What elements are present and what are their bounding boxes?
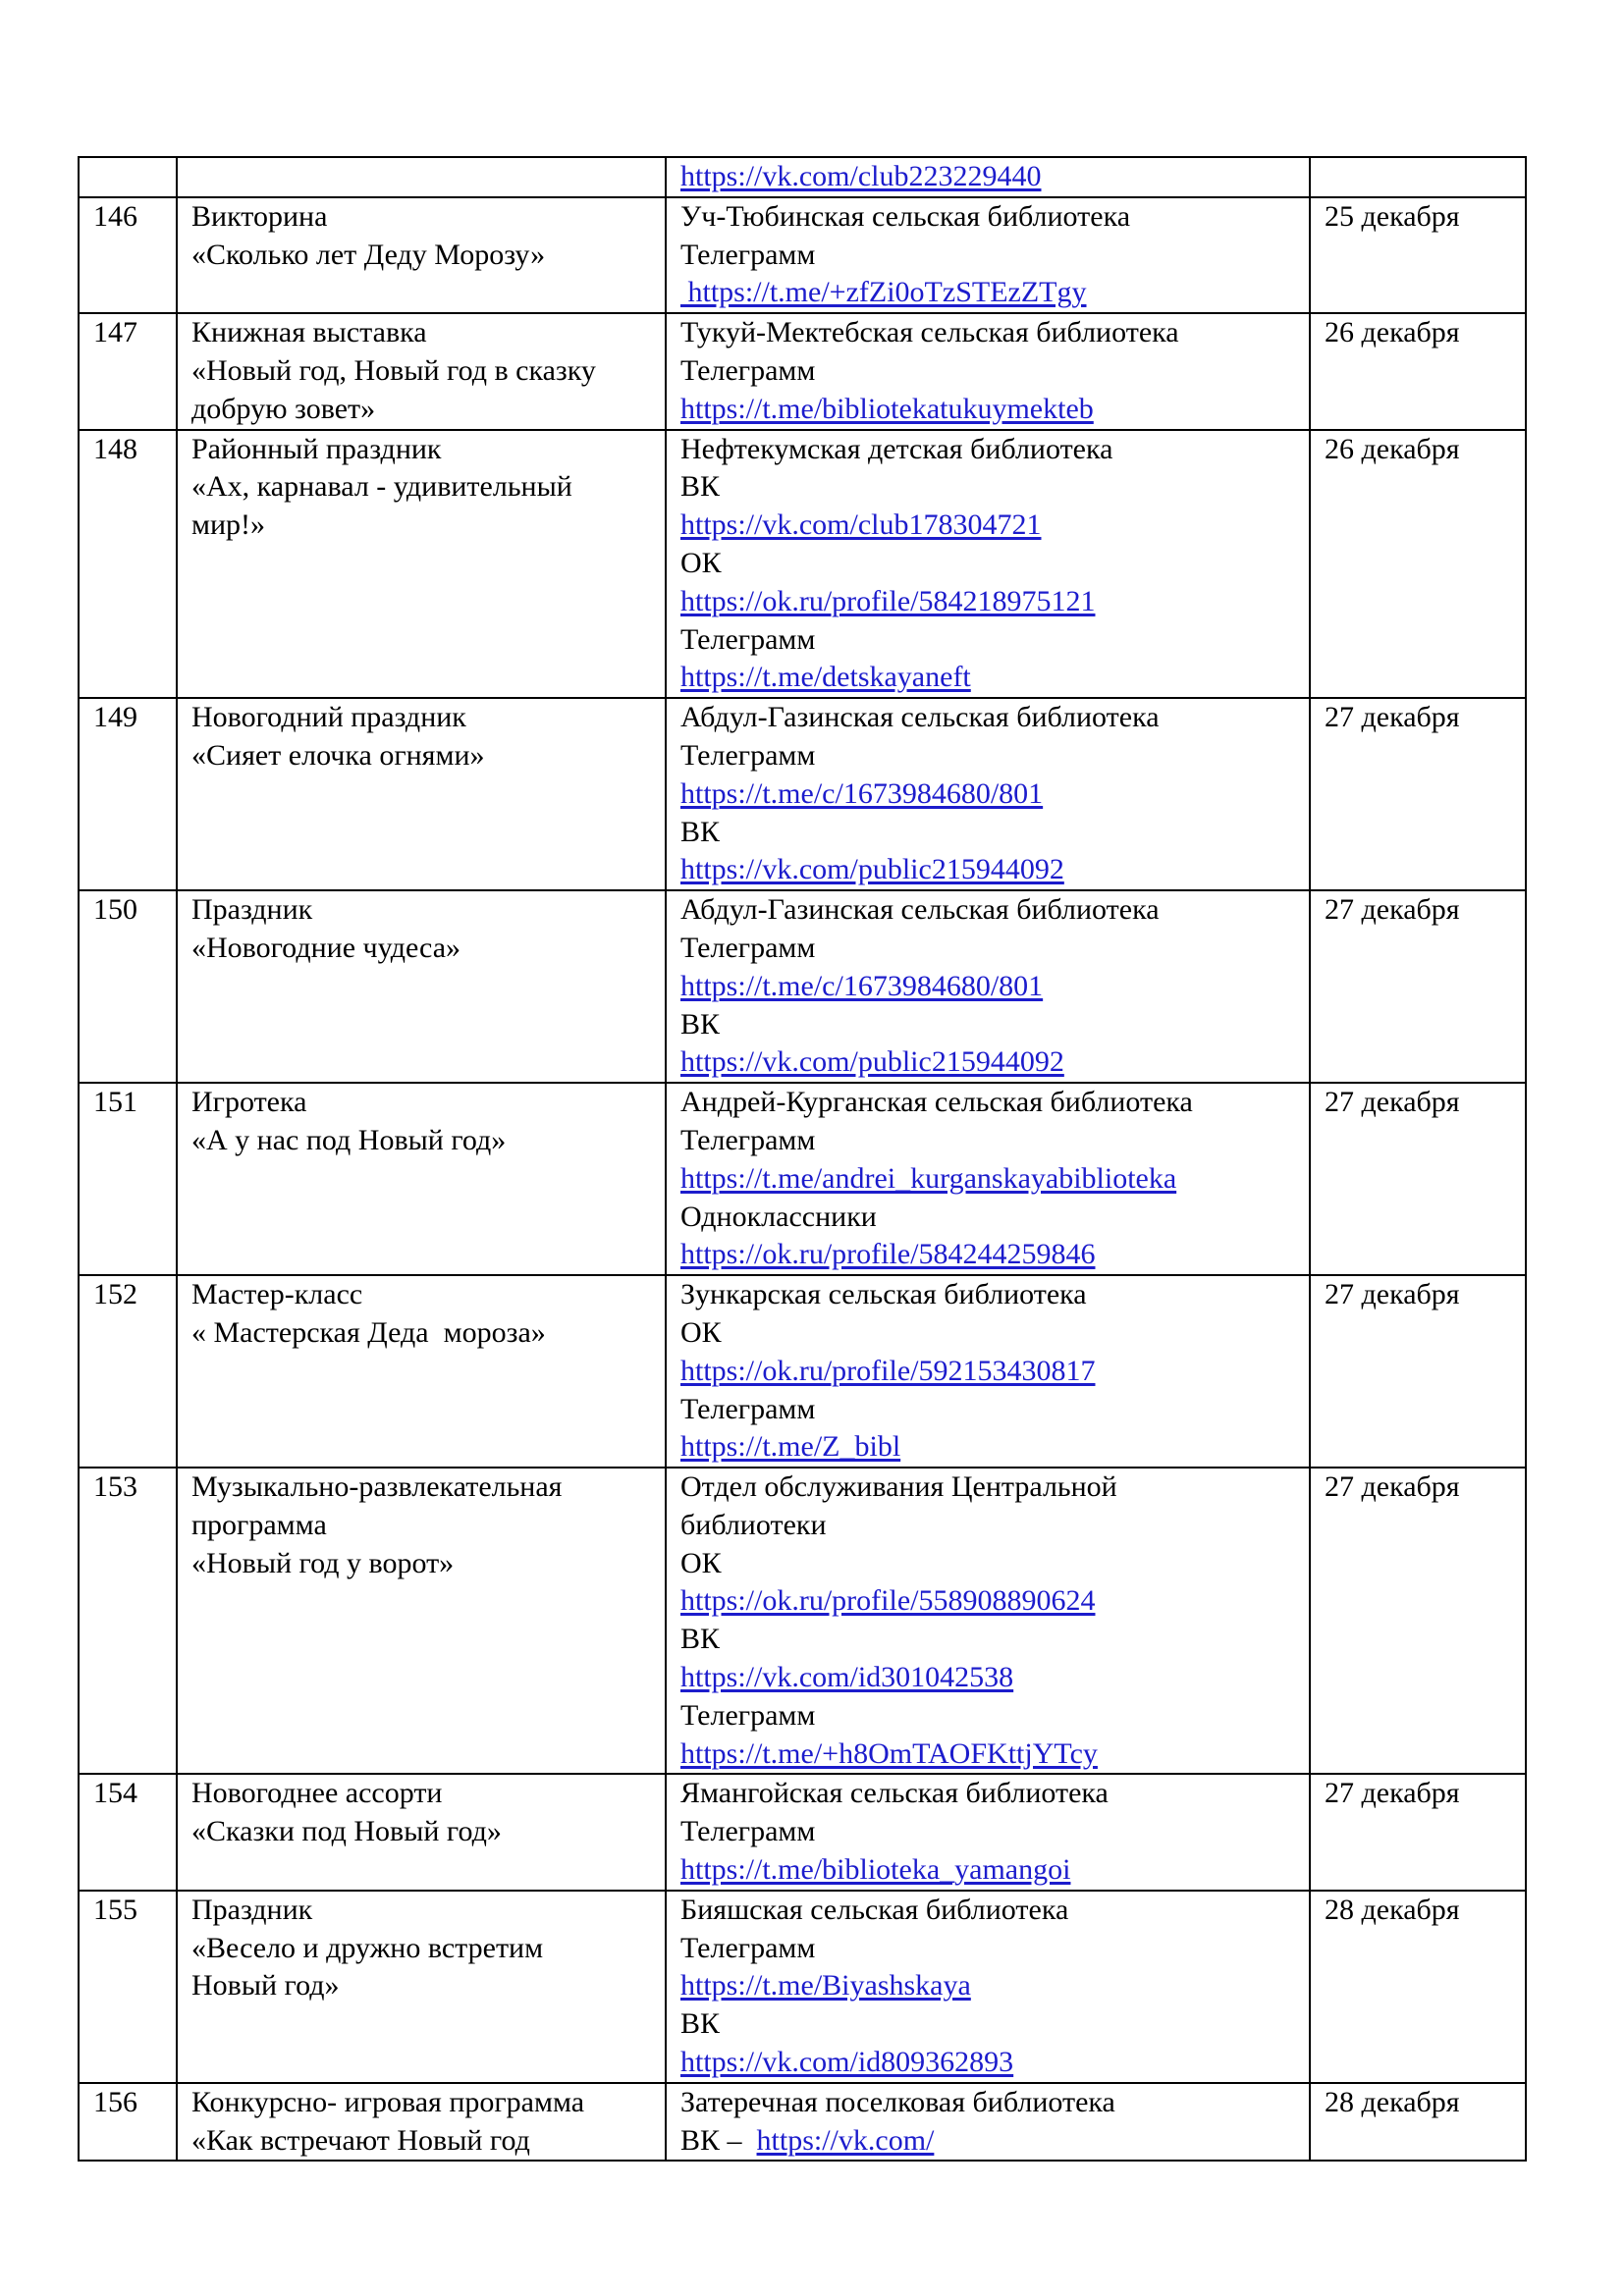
date-cell: [1310, 698, 1526, 890]
table-row: [79, 430, 1526, 699]
social-link[interactable]: https://vk.com/club178304721: [680, 508, 1042, 542]
event-date: 27 декабря: [1325, 1470, 1460, 1504]
location-text-line: Телеграмм: [680, 1698, 816, 1732]
event-text-line: «Сияет елочка огнями»: [191, 738, 485, 772]
location-text-line: Зункарская сельская библиотека: [680, 1278, 1087, 1311]
location-text-line: ВК: [680, 815, 721, 848]
event-text-line: Викторина: [191, 199, 328, 233]
event-date: 28 декабря: [1325, 2085, 1460, 2118]
location-text-line: ОК: [680, 1315, 722, 1349]
location-text-line: библиотеки: [680, 1508, 827, 1541]
event-text-line: Игротека: [191, 1086, 307, 1119]
event-text-line: «Как встречают Новый год: [191, 2123, 530, 2157]
event-cell: [177, 1468, 666, 1774]
event-text-line: «Новый год, Новый год в сказку: [191, 353, 596, 387]
event-cell: [177, 157, 666, 197]
location-text-line: Ямангойская сельская библиотека: [680, 1777, 1109, 1810]
social-link[interactable]: https://vk.com/: [756, 2123, 935, 2157]
event-text-line: Праздник: [191, 893, 313, 927]
location-text-line: ВК: [680, 1623, 721, 1656]
event-text-line: «А у нас под Новый год»: [191, 1123, 507, 1156]
location-cell: [666, 1891, 1310, 2083]
date-cell: [1310, 1468, 1526, 1774]
row-number-cell: [79, 157, 177, 197]
social-link[interactable]: https://ok.ru/profile/584244259846: [680, 1238, 1096, 1271]
location-text-line: Затеречная поселковая библиотека: [680, 2085, 1115, 2118]
row-number: 150: [93, 893, 137, 927]
event-text-line: Книжная выставка: [191, 316, 427, 349]
row-number: 147: [93, 316, 137, 349]
location-cell: [666, 157, 1310, 197]
row-number-cell: [79, 313, 177, 429]
row-number: 155: [93, 1893, 137, 1926]
location-text-line: ОК: [680, 546, 722, 579]
location-cell: [666, 1468, 1310, 1774]
row-number: 146: [93, 199, 137, 233]
location-text-line: Абдул-Газинская сельская библиотека: [680, 893, 1160, 927]
row-number: 148: [93, 432, 137, 465]
event-text-line: Новогодний праздник: [191, 701, 466, 734]
event-text-line: «Новый год у ворот»: [191, 1546, 455, 1579]
location-text-line: Уч-Тюбинская сельская библиотека: [680, 199, 1131, 233]
row-number-cell: [79, 1891, 177, 2083]
location-text-line: Бияшская сельская библиотека: [680, 1893, 1069, 1926]
social-link[interactable]: https://t.me/biblioteka_yamangoi: [680, 1853, 1071, 1887]
location-cell: [666, 1083, 1310, 1275]
location-cell: [666, 313, 1310, 429]
location-text-line: Телеграмм: [680, 1392, 816, 1425]
social-link[interactable]: https://vk.com/id809362893: [680, 2046, 1014, 2079]
row-number-cell: [79, 1468, 177, 1774]
event-text-line: «Весело и дружно встретим: [191, 1931, 544, 1964]
social-link[interactable]: https://t.me/c/1673984680/801: [680, 776, 1044, 810]
row-number-cell: [79, 1774, 177, 1890]
event-text-line: добрую зовет»: [191, 392, 376, 425]
table-row: [79, 1083, 1526, 1275]
date-cell: [1310, 2083, 1526, 2162]
event-cell: [177, 1891, 666, 2083]
social-link[interactable]: https://vk.com/id301042538: [680, 1661, 1014, 1694]
date-cell: [1310, 1891, 1526, 2083]
location-cell: [666, 2083, 1310, 2162]
event-cell: [177, 1083, 666, 1275]
location-text-line: Телеграмм: [680, 1931, 816, 1964]
row-number-cell: [79, 197, 177, 313]
social-link[interactable]: https://t.me/andrei_kurganskayabiblioteka: [680, 1161, 1177, 1195]
location-text-line: Абдул-Газинская сельская библиотека: [680, 701, 1160, 734]
social-link[interactable]: https://t.me/c/1673984680/801: [680, 969, 1044, 1002]
date-cell: [1310, 313, 1526, 429]
location-text-line: Тукуй-Мектебская сельская библиотека: [680, 316, 1179, 349]
social-link[interactable]: https://t.me/bibliotekatukuymekteb: [680, 392, 1094, 425]
location-cell: [666, 1774, 1310, 1890]
event-cell: [177, 1774, 666, 1890]
social-link[interactable]: https://ok.ru/profile/584218975121: [680, 584, 1096, 617]
row-number-cell: [79, 698, 177, 890]
social-link[interactable]: https://t.me/Biyashskaya: [680, 1969, 971, 2002]
social-link[interactable]: https://t.me/+h8OmTAOFKttjYTcy: [680, 1736, 1098, 1770]
events-table-body: [79, 157, 1526, 2161]
table-row: [79, 197, 1526, 313]
social-link[interactable]: https://vk.com/club223229440: [680, 160, 1042, 192]
event-cell: [177, 890, 666, 1083]
event-text-line: Конкурсно- игровая программа: [191, 2085, 585, 2118]
social-link[interactable]: https://t.me/detskayaneft: [680, 661, 971, 694]
event-text-line: Районный праздник: [191, 432, 442, 465]
row-number: 149: [93, 701, 137, 734]
row-number: 153: [93, 1470, 137, 1504]
table-row: [79, 2083, 1526, 2162]
date-cell: [1310, 1275, 1526, 1468]
table-row: [79, 1774, 1526, 1890]
event-date: 27 декабря: [1325, 1278, 1460, 1311]
location-cell: [666, 890, 1310, 1083]
date-cell: [1310, 430, 1526, 699]
event-date: 25 декабря: [1325, 199, 1460, 233]
row-number: 156: [93, 2085, 137, 2118]
table-row: [79, 1275, 1526, 1468]
table-row: [79, 698, 1526, 890]
event-date: 26 декабря: [1325, 432, 1460, 465]
location-cell: [666, 197, 1310, 313]
date-cell: [1310, 157, 1526, 197]
event-text-line: Музыкально-развлекательная: [191, 1470, 563, 1504]
location-text-line: Телеграмм: [680, 353, 816, 387]
date-cell: [1310, 197, 1526, 313]
location-text-line: Телеграмм: [680, 931, 816, 964]
location-text-line: Нефтекумская детская библиотека: [680, 432, 1113, 465]
social-link[interactable]: https://vk.com/public215944092: [680, 1045, 1064, 1079]
event-text-line: программа: [191, 1508, 327, 1541]
date-cell: [1310, 890, 1526, 1083]
location-text-line: Телеграмм: [680, 622, 816, 656]
row-number: 151: [93, 1086, 137, 1119]
location-text-line: [680, 2122, 1309, 2161]
table-row: [79, 157, 1526, 197]
event-date: 28 декабря: [1325, 1893, 1460, 1926]
event-text-line: Праздник: [191, 1893, 313, 1926]
row-number-cell: [79, 430, 177, 699]
event-date: 27 декабря: [1325, 1086, 1460, 1119]
row-number: 154: [93, 1777, 137, 1810]
event-text-line: Новогоднее ассорти: [191, 1777, 443, 1810]
row-number-cell: [79, 1083, 177, 1275]
location-text-line: Телеграмм: [680, 738, 816, 772]
event-text-line: мир!»: [191, 508, 266, 542]
location-text-line: ВК: [680, 2007, 721, 2041]
date-cell: [1310, 1083, 1526, 1275]
social-link[interactable]: https://t.me/+zfZi0oTzSTEzZTgy: [680, 276, 1087, 309]
row-number-cell: [79, 2083, 177, 2162]
location-text-line: ВК: [680, 1007, 721, 1041]
table-row: [79, 313, 1526, 429]
location-text-line: Телеграмм: [680, 238, 816, 271]
location-text-line: ОК: [680, 1546, 722, 1579]
table-row: [79, 890, 1526, 1083]
date-cell: [1310, 1774, 1526, 1890]
row-number-cell: [79, 890, 177, 1083]
social-link[interactable]: https://ok.ru/profile/592153430817: [680, 1354, 1096, 1387]
location-text-line: Отдел обслуживания Центральной: [680, 1470, 1117, 1504]
row-number: 152: [93, 1278, 137, 1311]
events-table: [78, 156, 1527, 2162]
social-link[interactable]: https://t.me/Z_bibl: [680, 1430, 901, 1464]
event-date: 27 декабря: [1325, 1777, 1460, 1810]
event-text-line: Новый год»: [191, 1969, 340, 2002]
event-cell: [177, 698, 666, 890]
location-text-line: Одноклассники: [680, 1200, 877, 1233]
event-cell: [177, 2083, 666, 2162]
event-cell: [177, 430, 666, 699]
location-text-line: Андрей-Курганская сельская библиотека: [680, 1086, 1193, 1119]
table-row: [79, 1468, 1526, 1774]
event-date: 26 декабря: [1325, 316, 1460, 349]
social-link[interactable]: https://ok.ru/profile/558908890624: [680, 1584, 1096, 1618]
location-cell: [666, 1275, 1310, 1468]
social-link[interactable]: https://vk.com/public215944092: [680, 853, 1064, 886]
location-text-line: Телеграмм: [680, 1815, 816, 1848]
location-cell: [666, 698, 1310, 890]
event-cell: [177, 313, 666, 429]
event-text-line: «Сказки под Новый год»: [191, 1815, 502, 1848]
event-date: 27 декабря: [1325, 893, 1460, 927]
event-date: 27 декабря: [1325, 701, 1460, 734]
table-row: [79, 1891, 1526, 2083]
network-label: ВК –: [680, 2123, 757, 2157]
event-text-line: «Новогодние чудеса»: [191, 931, 461, 964]
event-text-line: «Сколько лет Деду Морозу»: [191, 238, 546, 271]
event-cell: [177, 1275, 666, 1468]
event-cell: [177, 197, 666, 313]
event-text-line: Мастер-класс: [191, 1278, 363, 1311]
location-cell: [666, 430, 1310, 699]
event-text-line: « Мастерская Деда мороза»: [191, 1315, 546, 1349]
location-text-line: ВК: [680, 470, 721, 504]
event-text-line: «Ах, карнавал - удивительный: [191, 470, 572, 504]
location-text-line: Телеграмм: [680, 1123, 816, 1156]
row-number-cell: [79, 1275, 177, 1468]
